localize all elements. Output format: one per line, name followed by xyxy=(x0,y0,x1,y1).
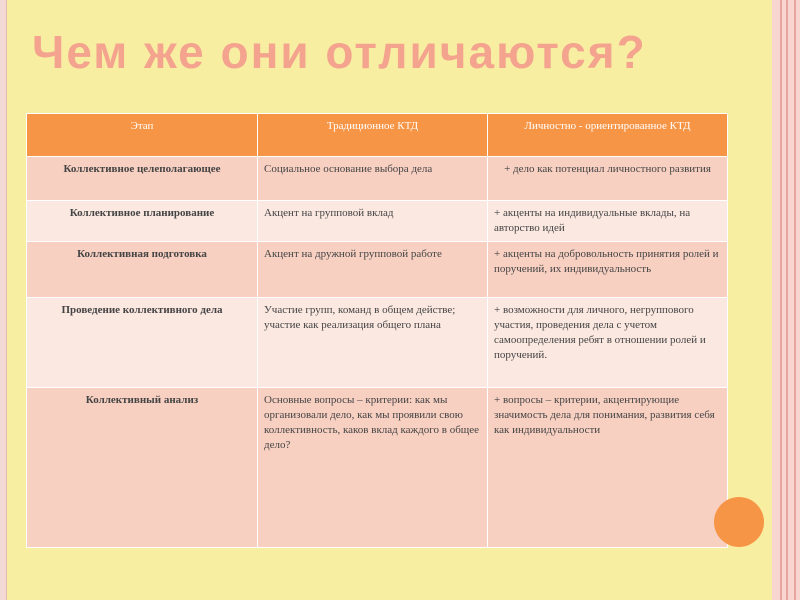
table-header-row xyxy=(27,114,728,157)
stage-cell: Коллективное целеполагающее xyxy=(27,157,258,201)
table-row xyxy=(27,388,728,548)
decorative-stripe xyxy=(772,0,780,600)
traditional-cell: Участие групп, команд в общем действе; участие как реализация общего плана xyxy=(258,298,488,388)
table-row xyxy=(27,157,728,201)
stage-cell: Коллективный анализ xyxy=(27,388,258,548)
traditional-cell: Акцент на групповой вклад xyxy=(258,201,488,242)
comparison-table xyxy=(26,113,728,548)
slide-title: Чем же они отличаются? xyxy=(32,26,647,78)
personal-cell: + акценты на индивидуальные вклады, на авторство идей xyxy=(488,201,728,242)
personal-cell: + дело как потенциал личностного развития xyxy=(488,157,728,201)
traditional-cell: Социальное основание выбора дела xyxy=(258,157,488,201)
header-personal: Личностно - ориентированное КТД xyxy=(488,114,728,157)
stage-cell: Коллективное планирование xyxy=(27,201,258,242)
stage-cell: Коллективная подготовка xyxy=(27,242,258,298)
slide xyxy=(6,0,774,600)
decorative-stripe xyxy=(796,0,800,600)
traditional-cell: Основные вопросы – критерии: как мы организовали дело, как мы проявили свою коллективность, каков вклад каждого в общее дело? xyxy=(258,388,488,548)
personal-cell: + возможности для личного, негруппового участия, проведения дела с учетом самоопределения ребят в отношении ролей и поручений. xyxy=(488,298,728,388)
table-row xyxy=(27,201,728,242)
personal-cell: + акценты на добровольность принятия ролей и поручений, их индивидуальность xyxy=(488,242,728,298)
personal-cell: + вопросы – критерии, акцентирующие значимость дела для понимания, развития себя как индивидуальности xyxy=(488,388,728,548)
table-row xyxy=(27,298,728,388)
header-stage: Этап xyxy=(27,114,258,157)
traditional-cell: Акцент на дружной групповой работе xyxy=(258,242,488,298)
stage-cell: Проведение коллективного дела xyxy=(27,298,258,388)
header-traditional: Традиционное КТД xyxy=(258,114,488,157)
table-row xyxy=(27,242,728,298)
decorative-circle xyxy=(714,497,764,547)
